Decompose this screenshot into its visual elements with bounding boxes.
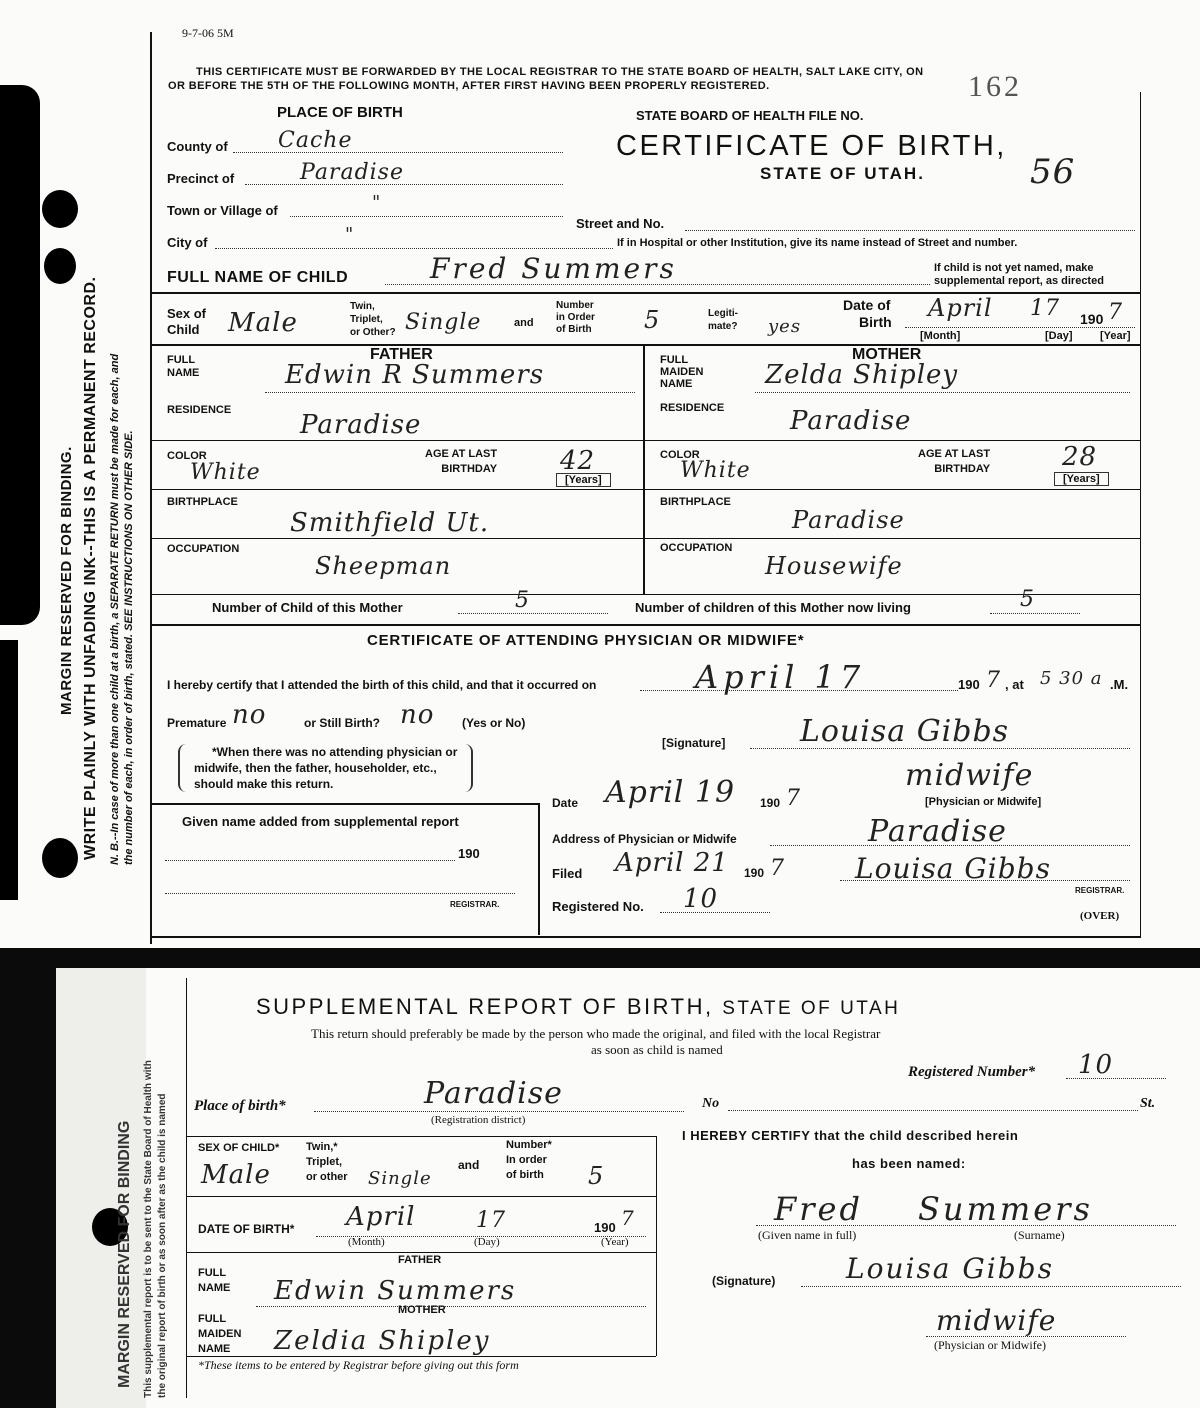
notice-line: OR BEFORE THE 5TH OF THE FOLLOWING MONTH, AFTER FIRST HAVING BEEN PROPERLY REGISTERED. [168,80,770,92]
children-label: Number of Child of this Mother [212,600,403,615]
hospital-note: If in Hospital or other Institution, give its name instead of Street and number. [617,237,1018,249]
father-years-label: [Years] [556,473,611,487]
supp-dob-day: 17 [476,1208,506,1233]
supp-mother-heading: MOTHER [398,1304,446,1316]
father-birthplace-label: BIRTHPLACE [167,496,238,508]
supp-dob-year-label: 190 [594,1220,616,1235]
filed-signature: Louisa Gibbs [855,852,1051,885]
yes-no-label: (Yes or No) [462,716,526,730]
twin-label: Twin, Triplet, or Other? [350,301,396,338]
supp-order-label: Number* In order of birth [506,1139,552,1181]
file-number-stamp: 162 [968,70,1022,103]
given-registrar-label: REGISTRAR. [450,900,500,909]
margin-main-text: WRITE PLAINLY WITH UNFADING INK--THIS IS A PERMANENT RECORD. [82,276,99,860]
filed-registrar-label: REGISTRAR. [1075,886,1125,895]
child-name-label: FULL NAME OF CHILD [167,269,349,286]
supp-physician-label: (Physician or Midwife) [934,1338,1046,1352]
supp-sex-value: Male [201,1160,271,1190]
dob-label: Date of Birth [843,297,892,330]
supplemental-report [56,968,1200,1408]
sex-label: Sex of Child [167,306,207,337]
supp-father-value: Edwin Summers [274,1276,517,1306]
supp-day-label: (Day) [474,1236,500,1248]
date-value: April 19 [605,775,736,810]
punch-hole-icon [42,190,78,228]
title-signed: midwife [905,758,1034,793]
supp-surname-label: (Surname) [1014,1228,1065,1242]
margin-binding-text: MARGIN RESERVED FOR BINDING. [58,446,75,715]
punch-hole-icon [44,248,76,284]
father-occupation-label: OCCUPATION [167,543,240,555]
child-name-note: If child is not yet named, make supplemental report, as directed [934,262,1104,287]
birth-year-label: 190 [958,677,980,692]
month-label: [Month] [920,330,961,342]
border [150,32,152,944]
mother-birthplace: Paradise [792,506,905,534]
city-value: " [345,224,355,245]
no-physician-note: *When there was no attending physician or midwife, then the father, householder, etc., should make this return. [178,744,473,792]
margin-nb-text: N. B.--In case of more than one child at a birth, a SEPARATE RETURN must be made for each, and the number of each, in order of birth, stated. SEE INSTRUCTIONS ON OTHER SIDE. [109,353,135,865]
registered-label: Registered No. [552,899,644,914]
child-name-value: Fred Summers [430,252,677,285]
supp-dob-label: DATE OF BIRTH* [198,1222,295,1236]
premature-value: no [232,700,267,730]
twin-value: Single [405,310,482,335]
mother-residence-label: RESIDENCE [660,402,725,414]
dob-year-digit: 7 [1108,300,1123,325]
town-label: Town or Village of [167,203,278,218]
supp-registration-district: (Registration district) [431,1114,526,1126]
father-birthplace: Smithfield Ut. [290,508,490,538]
mother-age-label: AGE AT LAST BIRTHDAY [918,448,991,475]
supp-mother-label: FULL MAIDEN NAME [198,1313,242,1355]
filed-year-label: 190 [744,866,765,880]
supp-place-value: Paradise [424,1076,563,1111]
punch-hole-icon [42,838,78,878]
birth-date: April 17 [695,658,866,696]
date-year-label: 190 [760,796,781,810]
father-age: 42 [560,446,596,476]
father-residence: Paradise [300,410,422,440]
mother-name: Zelda Shipley [765,360,959,390]
supp-no-label: No [702,1096,720,1111]
supp-surname: Summers [918,1190,1093,1228]
date-label: Date [552,796,579,810]
father-name: Edwin R Summers [285,360,545,390]
children-value: 5 [515,588,530,613]
order-value: 5 [644,306,661,334]
certificate-title: CERTIFICATE OF BIRTH, [616,130,1007,162]
mother-occupation-label: OCCUPATION [660,542,733,554]
county-value: Cache [278,128,353,153]
at-label: , at [1005,677,1024,692]
father-color-label: COLOR [167,450,207,462]
mother-heading: MOTHER [852,346,922,363]
supp-order-value: 5 [588,1162,605,1190]
mother-residence: Paradise [790,406,912,436]
supp-place-label: Place of birth* [194,1098,286,1114]
supp-signature: Louisa Gibbs [846,1252,1054,1285]
filed-value: April 21 [615,848,729,878]
state-number: 56 [1030,152,1076,192]
father-occupation: Sheepman [315,552,452,580]
supp-and-label: and [458,1158,480,1172]
supp-year-label: (Year) [601,1236,629,1248]
sex-value: Male [228,308,298,338]
legit-label: Legiti- mate? [708,308,738,332]
birth-year-digit: 7 [986,668,1001,693]
day-label: [Day] [1045,330,1073,342]
supp-subtitle-2: as soon as child is named [591,1042,723,1057]
signature-label: [Signature] [662,736,726,750]
supp-month-label: (Month) [348,1236,385,1248]
supp-father-heading: FATHER [398,1254,442,1266]
file-no-label: STATE BOARD OF HEALTH FILE NO. [636,108,864,123]
dob-year-label: 190 [1080,311,1104,327]
supp-twin-label: Twin,* Triplet, or other [306,1141,348,1183]
city-label: City of [167,235,208,250]
premature-label: Premature [167,716,227,730]
mother-age: 28 [1062,442,1098,472]
over-label: (OVER) [1080,910,1120,922]
supp-signature-label: (Signature) [712,1274,776,1288]
supp-subtitle-1: This return should preferably be made by the person who made the original, and filed with the local Registrar [311,1026,881,1041]
supp-given-label: (Given name in full) [758,1228,857,1242]
supp-certify-2: has been named: [852,1156,966,1171]
filed-year-digit: 7 [770,856,785,881]
certify-text: I hereby certify that I attended the birth of this child, and that it occurred on [167,678,597,692]
supp-registered-label: Registered Number* [908,1064,1036,1080]
registered-value: 10 [683,884,719,914]
mother-maiden-label: FULL MAIDEN NAME [660,354,704,390]
supp-dob-year-digit: 7 [621,1206,635,1230]
still-birth-label: or Still Birth? [304,716,380,730]
still-birth-value: no [400,700,435,730]
father-residence-label: RESIDENCE [167,404,232,416]
supp-certify-1: I HEREBY CERTIFY that the child described herein [682,1128,1019,1143]
m-label: .M. [1110,677,1129,692]
mother-color-label: COLOR [660,449,700,461]
and-label: and [514,317,534,329]
year-label: [Year] [1100,330,1131,342]
scan-shadow [0,640,18,900]
place-of-birth-heading: PLACE OF BIRTH [277,104,403,121]
supp-mother-value: Zeldia Shipley [274,1326,491,1356]
supp-title-signed: midwife [936,1304,1057,1337]
town-value: " [372,192,382,213]
mother-years-label: [Years] [1054,472,1109,486]
supp-twin-value: Single [368,1168,432,1189]
precinct-label: Precinct of [167,171,235,186]
dob-month: April [928,294,993,322]
supp-title: SUPPLEMENTAL REPORT OF BIRTH, STATE OF UTAH [256,994,901,1019]
mother-color: White [680,458,751,483]
physician-signature: Louisa Gibbs [800,714,1010,749]
supp-father-label: FULL NAME [198,1267,231,1294]
precinct-value: Paradise [300,160,404,185]
supp-margin-small: This supplemental report is to be sent to the State Board of Health with the original report of birth or as soon after as the child is named [143,1060,168,1398]
order-label: Number in Order of Birth [556,300,595,335]
date-year-digit: 7 [786,786,801,811]
supp-footnote: *These items to be entered by Registrar before giving out this form [198,1358,519,1372]
supp-registered-value: 10 [1078,1050,1114,1080]
physician-or-midwife-label: [Physician or Midwife] [925,796,1042,808]
mother-occupation: Housewife [765,552,903,580]
supp-margin-text: MARGIN RESERVED FOR BINDING [116,1120,133,1388]
living-value: 5 [1020,587,1035,612]
given-year-label: 190 [458,846,480,861]
state-label: STATE OF UTAH. [760,164,925,183]
supp-given-name: Fred [774,1190,863,1228]
form-code: 9-7-06 5M [182,26,234,40]
given-name-label: Given name added from supplemental report [182,814,459,829]
supp-sex-label: SEX OF CHILD* [198,1142,280,1154]
dob-day: 17 [1030,296,1060,321]
father-heading: FATHER [370,346,433,363]
mother-birthplace-label: BIRTHPLACE [660,496,731,508]
father-color: White [190,460,261,485]
father-age-label: AGE AT LAST BIRTHDAY [425,448,498,475]
supp-dob-month: April [346,1202,416,1232]
birth-time: 5 30 a [1040,668,1103,689]
address-value: Paradise [868,814,1007,849]
county-label: County of [167,139,228,154]
filed-label: Filed [552,866,583,881]
supp-st-label: St. [1140,1096,1156,1111]
living-label: Number of children of this Mother now living [635,600,911,615]
father-name-label: FULL NAME [167,354,200,379]
street-label: Street and No. [576,216,665,231]
scan-shadow [0,85,40,625]
notice-line: THIS CERTIFICATE MUST BE FORWARDED BY THE LOCAL REGISTRAR TO THE STATE BOARD OF HEALTH, SALT LAKE CITY, ON [196,66,924,78]
physician-heading: CERTIFICATE OF ATTENDING PHYSICIAN OR MIDWIFE* [367,632,805,649]
address-label: Address of Physician or Midwife [552,832,737,846]
legit-value: yes [768,316,802,337]
